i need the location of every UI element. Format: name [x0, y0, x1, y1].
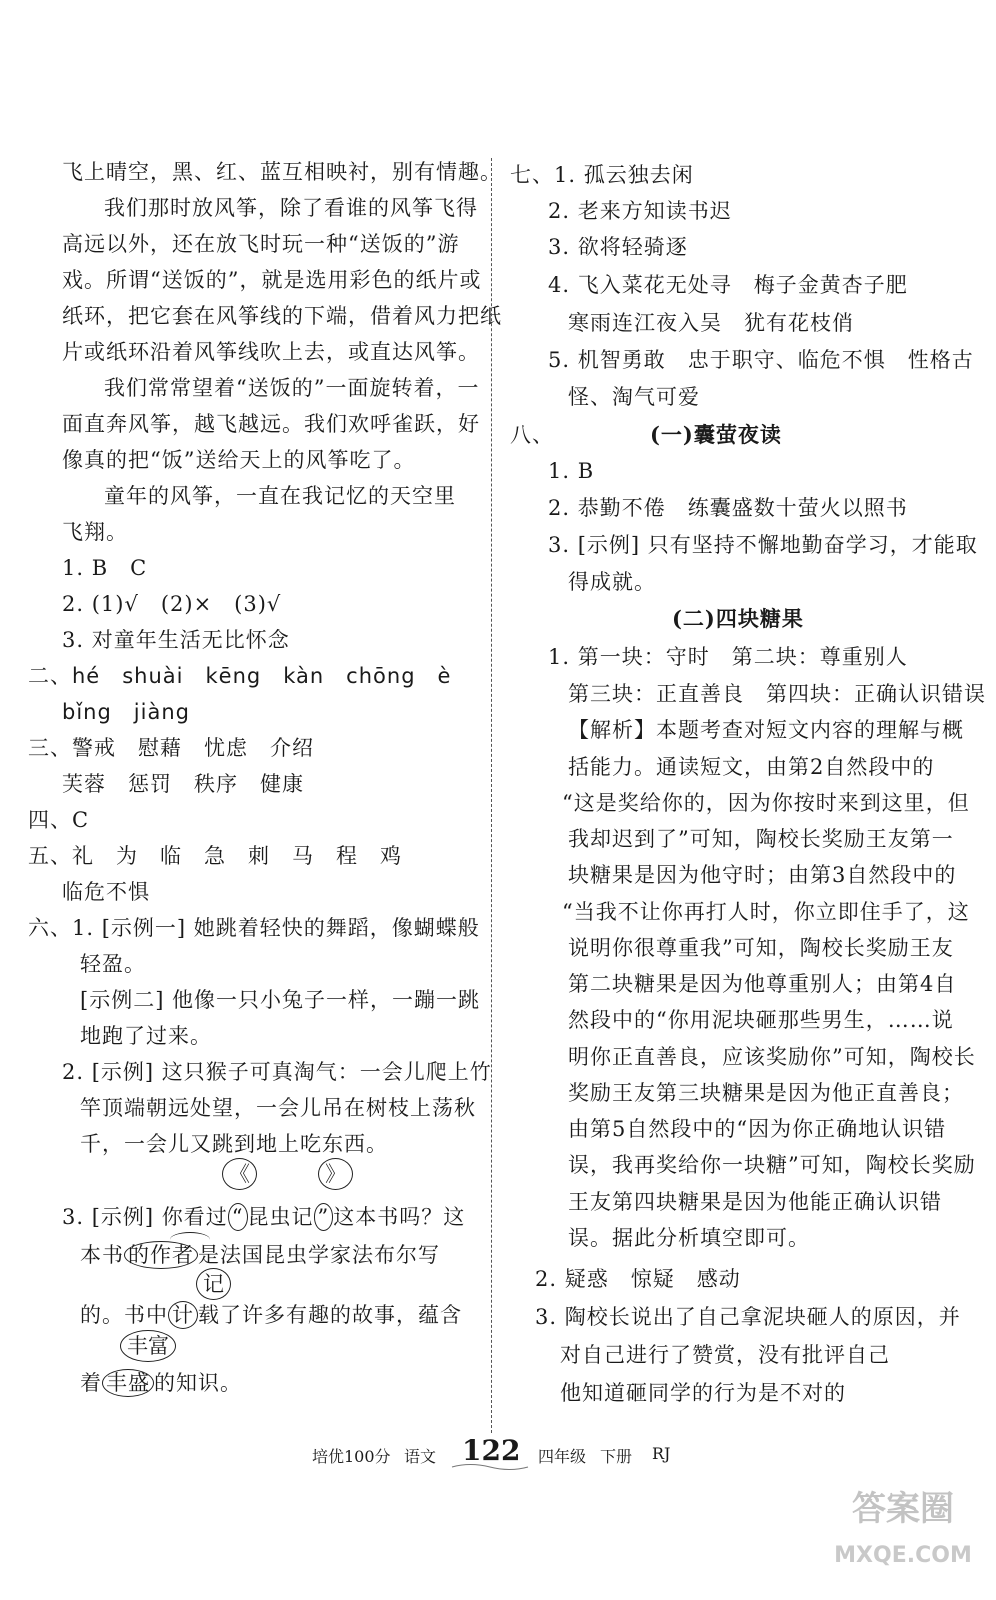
section-four: 四、C	[28, 808, 90, 832]
answer-line: 2. 老来方知读书迟	[548, 199, 732, 223]
answer-line: 地跑了过来。	[80, 1024, 212, 1048]
q3-line-4	[80, 1366, 242, 1400]
column-divider	[491, 158, 492, 1433]
circled-quote-close: ”	[314, 1203, 334, 1231]
q3-line-2	[80, 1238, 440, 1272]
correction-close-bracket: 》	[318, 1158, 353, 1190]
analysis-line: 误，我再奖给你一块糖”可知，陶校长奖励	[568, 1153, 976, 1177]
analysis-line: 块糖果是因为他守时；由第3自然段中的	[568, 863, 957, 887]
text-line: 戏。所谓“送饭的”，就是选用彩色的纸片或	[62, 268, 482, 292]
answer-line: [示例二] 他像一只小兔子一样，一蹦一跳	[80, 988, 481, 1012]
analysis-line: “这是奖给你的，因为你按时来到这里，但	[562, 791, 970, 815]
footer-subject: 语文	[404, 1447, 437, 1466]
text-line: 纸环，把它套在风筝线的下端，借着风力把纸	[62, 304, 502, 328]
watermark-logo	[828, 1482, 978, 1592]
page-flourish-icon	[450, 1462, 530, 1472]
analysis-line: 【解析】本题考查对短文内容的理解与概	[568, 718, 964, 742]
answer-line: 2. [示例] 这只猴子可真淘气：一会儿爬上竹	[62, 1060, 492, 1084]
section-three: 三、警戒 慰藉 忧虑 介绍	[28, 736, 314, 760]
text-line: 面直奔风筝，越飞越远。我们欢呼雀跃，好	[62, 412, 480, 436]
circled-error: 计	[168, 1301, 198, 1329]
analysis-line: “当我不让你再打人时，你立即住手了，这	[562, 900, 970, 924]
subheading-nangying: (一)囊萤夜读	[650, 422, 782, 447]
q3-line-1	[62, 1200, 465, 1234]
answer-line: 2. 恭勤不倦 练囊盛数十萤火以照书	[548, 496, 908, 520]
text-line: 飞翔。	[62, 520, 128, 544]
text-line: 片或纸环沿着风筝线吹上去，或直达风筝。	[62, 340, 480, 364]
analysis-line: 由第5自然段中的“因为你正确地认识错	[568, 1117, 947, 1141]
answer-line: 对自己进行了赞赏，没有批评自己	[560, 1343, 890, 1367]
answer-line: 5. 机智勇敢 忠于职守、临危不惧 性格古	[548, 348, 974, 372]
correction-open-bracket: 《	[222, 1158, 257, 1190]
answer-line: 他知道砸同学的行为是不对的	[560, 1381, 846, 1405]
watermark-url: MXQE.COM	[834, 1543, 972, 1568]
text-line: 我们常常望着“送饭的”一面旋转着，一	[104, 376, 480, 400]
footer-volume: 下册	[600, 1447, 633, 1466]
page-number: 122	[462, 1434, 521, 1467]
text-line: 童年的风筝，一直在我记忆的天空里	[104, 484, 456, 508]
analysis-line: 括能力。通读短文，由第2自然段中的	[568, 755, 935, 779]
text-line: 高远以外，还在放飞时玩一种“送饭的”游	[62, 232, 460, 256]
answer-line: 2. (1)√ (2)× (3)√	[62, 592, 282, 616]
analysis-line: 误。据此分析填空即可。	[568, 1226, 810, 1250]
answer-line: 1. B C	[62, 556, 148, 580]
text-line: 飞上晴空，黑、红、蓝互相映衬，别有情趣。	[62, 160, 502, 184]
answer-line: 临危不惧	[62, 880, 150, 904]
answer-line: 芙蓉 惩罚 秩序 健康	[62, 772, 304, 796]
answer-line: 寒雨连江夜入吴 犹有花枝俏	[568, 311, 854, 335]
answer-line: 得成就。	[568, 570, 656, 594]
answer-line: 轻盈。	[80, 952, 146, 976]
answer-line: 1. 第一块：守时 第二块：尊重别人	[548, 645, 908, 669]
footer-grade: 四年级	[538, 1447, 587, 1466]
q3-text: 的知识。	[154, 1371, 242, 1395]
q3-text: 着	[80, 1371, 102, 1395]
text-line: 我们那时放风筝，除了看谁的风筝飞得	[104, 196, 478, 220]
answer-line: 怪、淘气可爱	[568, 385, 700, 409]
q3-text: 的。书中	[80, 1303, 168, 1327]
q3-text: 是法国昆虫学家法布尔写	[198, 1243, 440, 1267]
q3-text: 这本书吗？这	[333, 1205, 466, 1229]
footer-edition: RJ	[652, 1444, 671, 1463]
correction-ji: 记	[196, 1268, 231, 1300]
text-line: 像真的把“饭”送给天上的风筝吃了。	[62, 448, 416, 472]
subheading-sikuai: (二)四块糖果	[672, 606, 804, 631]
analysis-line: 王友第四块糖果是因为他能正确认识错	[568, 1190, 942, 1214]
answer-line: 千，一会儿又跳到地上吃东西。	[80, 1132, 388, 1156]
section-two: 二、hé shuài kēng kàn chōng è	[28, 664, 452, 688]
page-footer	[0, 1432, 996, 1472]
section-five: 五、礼 为 临 急 刺 马 程 鸡	[28, 844, 402, 868]
analysis-line: 我却迟到了”可知，陶校长奖励王友第一	[568, 827, 954, 851]
analysis-line: 说明你很尊重我”可知，陶校长奖励王友	[568, 936, 954, 960]
answer-line: 3. [示例] 只有坚持不懈地勤奋学习，才能取	[548, 533, 978, 557]
section-seven: 七、1. 孤云独去闲	[510, 163, 694, 187]
answer-line: bǐng jiàng	[62, 700, 190, 724]
answer-line: 3. 欲将轻骑逐	[548, 235, 688, 259]
circled-error: 的作者	[124, 1241, 198, 1269]
q3-text: 本书	[80, 1243, 124, 1267]
analysis-line: 第二块糖果是因为他尊重别人；由第4自	[568, 972, 957, 996]
answer-line: 3. 对童年生活无比怀念	[62, 628, 290, 652]
circled-error: 丰盛	[102, 1369, 154, 1397]
analysis-line: 然段中的“你用泥块砸那些男生，……说	[568, 1008, 954, 1032]
footer-book: 培优100分	[312, 1447, 391, 1466]
book-title: 昆虫记	[247, 1205, 314, 1229]
circled-quote-open: “	[228, 1203, 248, 1231]
answer-line: 2. 疑惑 惊疑 感动	[535, 1267, 741, 1291]
correction-fengfu: 丰富	[120, 1330, 176, 1362]
answer-line: 第三块：正直善良 第四块：正确认识错误	[568, 682, 986, 706]
q3-line-3	[80, 1298, 462, 1332]
answer-line: 竿顶端朝远处望，一会儿吊在树枝上荡秋	[80, 1096, 476, 1120]
answer-line: 4. 飞入菜花无处寻 梅子金黄杏子肥	[548, 273, 908, 297]
q3-text: 3. [示例] 你看过	[62, 1205, 228, 1229]
answer-line: 1. B	[548, 459, 595, 483]
answer-line: 3. 陶校长说出了自己拿泥块砸人的原因，并	[535, 1305, 961, 1329]
watermark-title: 答案圈	[852, 1489, 954, 1529]
q3-text: 载了许多有趣的故事，蕴含	[198, 1303, 462, 1327]
analysis-line: 明你正直善良，应该奖励你”可知，陶校长	[568, 1045, 976, 1069]
analysis-line: 奖励王友第三块糖果是因为他正直善良；	[568, 1081, 964, 1105]
section-eight: 八、	[510, 423, 554, 447]
section-six: 六、1. [示例一] 她跳着轻快的舞蹈，像蝴蝶般	[28, 916, 480, 940]
